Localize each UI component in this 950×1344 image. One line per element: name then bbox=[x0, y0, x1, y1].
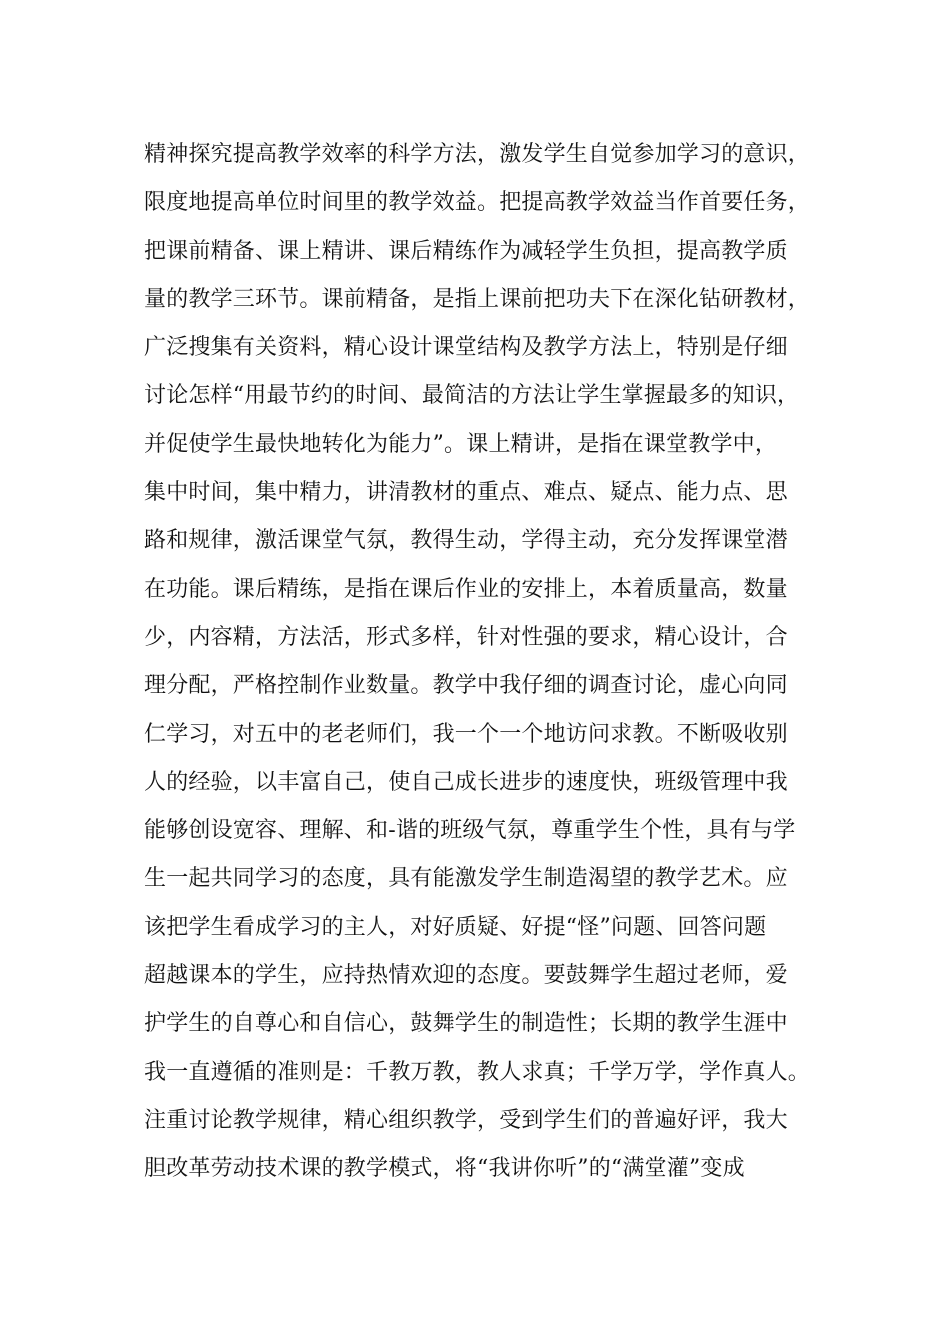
text-line: 广泛搜集有关资料，精心设计课堂结构及教学方法上，特别是仔细 bbox=[144, 335, 788, 361]
text-line: 少，内容精，方法活，形式多样，针对性强的要求，精心设计，合 bbox=[144, 624, 788, 650]
text-line: 我一直遵循的准则是：千教万教，教人求真；千学万学，学作真人。 bbox=[144, 1059, 811, 1085]
text-line: 超越课本的学生，应持热情欢迎的态度。要鼓舞学生超过老师，爱 bbox=[144, 963, 788, 989]
text-line: 注重讨论教学规律，精心组织教学，受到学生们的普遍好评，我大 bbox=[144, 1107, 788, 1133]
text-line: 仁学习，对五中的老老师们，我一个一个地访问求教。不断吸收别 bbox=[144, 721, 788, 747]
text-line: 路和规律，激活课堂气氛，教得生动，学得主动，充分发挥课堂潜 bbox=[144, 528, 788, 554]
text-line: 该把学生看成学习的主人，对好质疑、好提“怪”问题、回答问题 bbox=[144, 914, 767, 940]
text-line: 生一起共同学习的态度，具有能激发学生制造渴望的教学艺术。应 bbox=[144, 866, 788, 892]
text-line: 把课前精备、课上精讲、课后精练作为减轻学生负担，提高教学质 bbox=[144, 238, 788, 264]
text-line: 并促使学生最快地转化为能力”。课上精讲，是指在课堂教学中， bbox=[144, 431, 778, 457]
text-line: 精神探究提高教学效率的科学方法，激发学生自觉参加学习的意识， bbox=[144, 142, 811, 167]
text-line: 胆改革劳动技术课的教学模式，将“我讲你听”的“满堂灌”变成 bbox=[144, 1156, 745, 1182]
body-paragraph bbox=[144, 131, 844, 1194]
text-line: 集中时间，集中精力，讲清教材的重点、难点、疑点、能力点、思 bbox=[144, 480, 788, 506]
text-line: 护学生的自尊心和自信心，鼓舞学生的制造性；长期的教学生涯中 bbox=[144, 1011, 788, 1037]
text-line: 讨论怎样“用最节约的时间、最简洁的方法让学生掌握最多的知识， bbox=[144, 383, 800, 409]
text-line: 限度地提高单位时间里的教学效益。把提高教学效益当作首要任务， bbox=[144, 190, 811, 216]
text-line: 理分配，严格控制作业数量。教学中我仔细的调查讨论，虚心向同 bbox=[144, 673, 788, 699]
text-line: 能够创设宽容、理解、和-谐的班级气氛，尊重学生个性，具有与学 bbox=[144, 818, 796, 844]
text-line: 量的教学三环节。课前精备，是指上课前把功夫下在深化钻研教材， bbox=[144, 286, 811, 312]
text-line: 人的经验，以丰富自己，使自己成长进步的速度快，班级管理中我 bbox=[144, 769, 788, 795]
text-line: 在功能。课后精练，是指在课后作业的安排上，本着质量高，数量 bbox=[144, 576, 788, 602]
